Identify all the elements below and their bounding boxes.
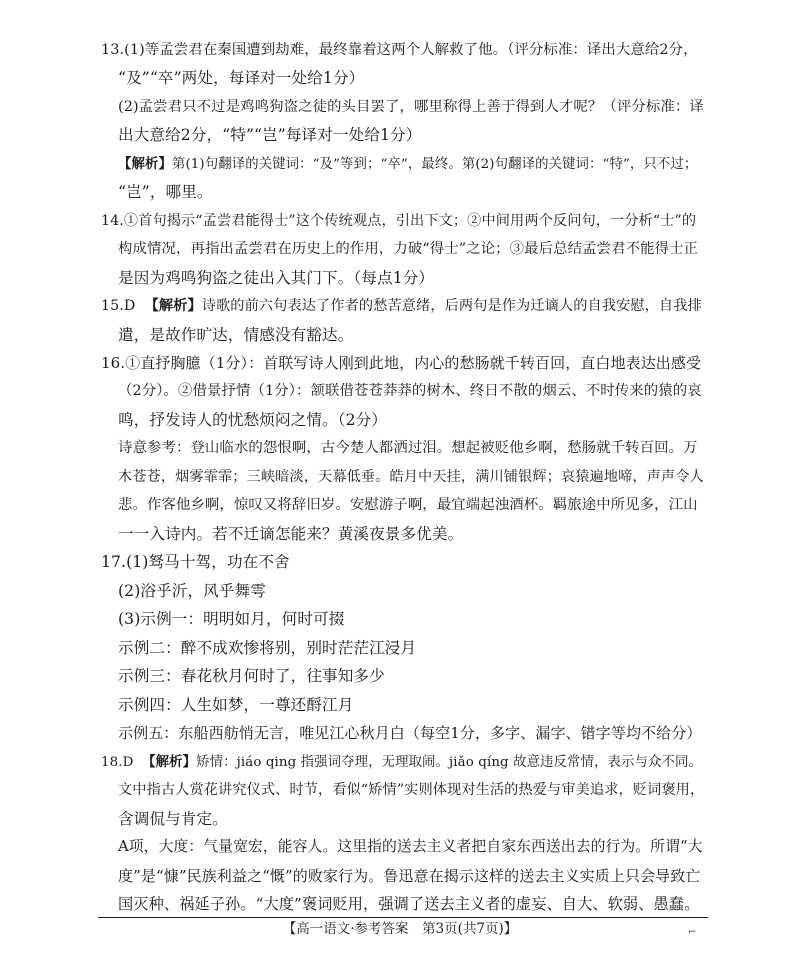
q13-line-3: (2)孟尝君只不过是鸡鸣狗盗之徒的头目罢了，哪里称得上善于得到人才呢？（评分标准：译 bbox=[118, 99, 704, 115]
q17-line-6: 示例四：人生如梦，一尊还酹江月 bbox=[118, 696, 354, 714]
analysis-text: 矫情：jiáo qing 指强词夺理，无理取闹。jiǎo qíng 故意违反常情，表示与众不同。 bbox=[196, 755, 702, 770]
q16-line-1: 16.①直抒胸臆（1分）：首联写诗人刚到此地，内心的愁肠就千转百回，直白地表达出感受 bbox=[101, 354, 702, 372]
analysis-label: 【解析】 bbox=[144, 298, 202, 314]
page-footer: 【高一语文·参考答案 第3页(共7页)】 bbox=[282, 921, 518, 937]
q17-line-1: 17.(1)驽马十驾，功在不舍 bbox=[101, 553, 290, 571]
corner-mark: ⌐ bbox=[688, 927, 697, 938]
q18-line-3: 含调侃与肯定。 bbox=[118, 810, 228, 828]
q18-line-4: A项，大度：气量宽宏，能容人。这里指的送去主义者把自家东西送出去的行为。所谓“大 bbox=[118, 838, 703, 855]
q17-line-5: 示例三：春花秋月何时了，往事知多少 bbox=[118, 667, 385, 685]
q13-line-1: 13.(1)等孟尝君在秦国遭到劫难，最终靠着这两个人解救了他。（评分标准：译出大意给2分， bbox=[101, 42, 698, 58]
q15-line-1 bbox=[101, 296, 702, 316]
q16-line-4: 诗意参考：登山临水的怨恨啊，古今楚人都洒过泪。想起被贬他乡啊，愁肠就千转百回。万 bbox=[118, 440, 698, 456]
q13-analysis-line bbox=[118, 154, 697, 175]
analysis-label: 【解析】 bbox=[142, 754, 197, 770]
q15-answer: 15.D bbox=[101, 298, 136, 314]
q14-line-1: 14.①首句揭示“孟尝君能得士”这个传统观点，引出下文；②中间用两个反问句，一分析“士”的 bbox=[101, 213, 697, 229]
q16-line-7: 一一入诗内。若不迁谪怎能来？黄溪夜景多优美。 bbox=[118, 525, 464, 543]
q17-line-2: (2)浴乎沂，风乎舞雩 bbox=[118, 582, 266, 600]
q16-line-5: 木苍苍，烟雾霏霏；三峡暗淡，天幕低垂。皓月中天挂，满川铺银辉；哀猿遍地啼，声声令人 bbox=[118, 469, 704, 485]
q18-line-1 bbox=[101, 752, 702, 773]
q16-line-2: （2分）。②借景抒情（1分）：颔联借苍苍莽莽的树木、终日不散的烟云、不时传来的猿的哀 bbox=[118, 383, 702, 399]
q18-line-5: 度”是“慷”民族利益之“慨”的败家行为。鲁迅意在揭示这样的送去主义实质上只会导致亡 bbox=[118, 867, 701, 885]
q16-line-3: 鸣，抒发诗人的忧愁烦闷之情。（2分） bbox=[118, 411, 388, 429]
q18-answer: 18.D bbox=[101, 755, 134, 770]
q17-line-3: (3)示例一：明明如月，何时可掇 bbox=[118, 610, 345, 628]
q17-line-7: 示例五：东船西舫悄无言，唯见江心秋月白（每空1分，多字、漏字、错字等均不给分） bbox=[118, 724, 702, 742]
q17-line-4: 示例二：醉不成欢惨将别，别时茫茫江浸月 bbox=[118, 639, 417, 657]
q16-line-6: 悲。作客他乡啊，惊叹又将辞旧岁。安慰游子啊，最宜端起浊酒杯。羁旅途中所见多，江山 bbox=[118, 497, 698, 513]
q13-line-4: 出大意给2分，“特”“岂”每译对一处给1分） bbox=[118, 126, 422, 144]
q13-line-6: “岂”，哪里。 bbox=[118, 183, 213, 201]
q14-line-3: 是因为鸡鸣狗盗之徒出入其门下。（每点1分） bbox=[118, 269, 435, 287]
analysis-label: 【解析】 bbox=[118, 156, 172, 172]
q15-line-2: 遣，是故作旷达，情感没有豁达。 bbox=[118, 326, 354, 344]
q18-line-2: 文中指古人赏花讲究仪式、时节，看似“矫情”实则体现对生活的热爱与审美追求，贬词褒用， bbox=[118, 782, 705, 798]
footer-rule bbox=[98, 917, 708, 918]
analysis-text: 第(1)句翻译的关键词：“及”等到；“卒”，最终。第(2)句翻译的关键词：“特”，只不过； bbox=[171, 157, 698, 172]
q18-line-6: 国灭种、祸延子孙。“大度”褒词贬用，强调了送去主义者的虚妄、自大、软弱、愚蠢。 bbox=[118, 895, 700, 913]
q13-line-2: “及”“卒”两处，每译对一处给1分） bbox=[118, 69, 365, 87]
q14-line-2: 构成情况，再指出孟尝君在历史上的作用，力破“得士”之论；③最后总结孟尝君不能得士正 bbox=[118, 241, 699, 257]
analysis-text: 诗歌的前六句表达了作者的愁苦意绪，后两句是作为迁谪人的自我安慰，自我排 bbox=[201, 298, 702, 314]
